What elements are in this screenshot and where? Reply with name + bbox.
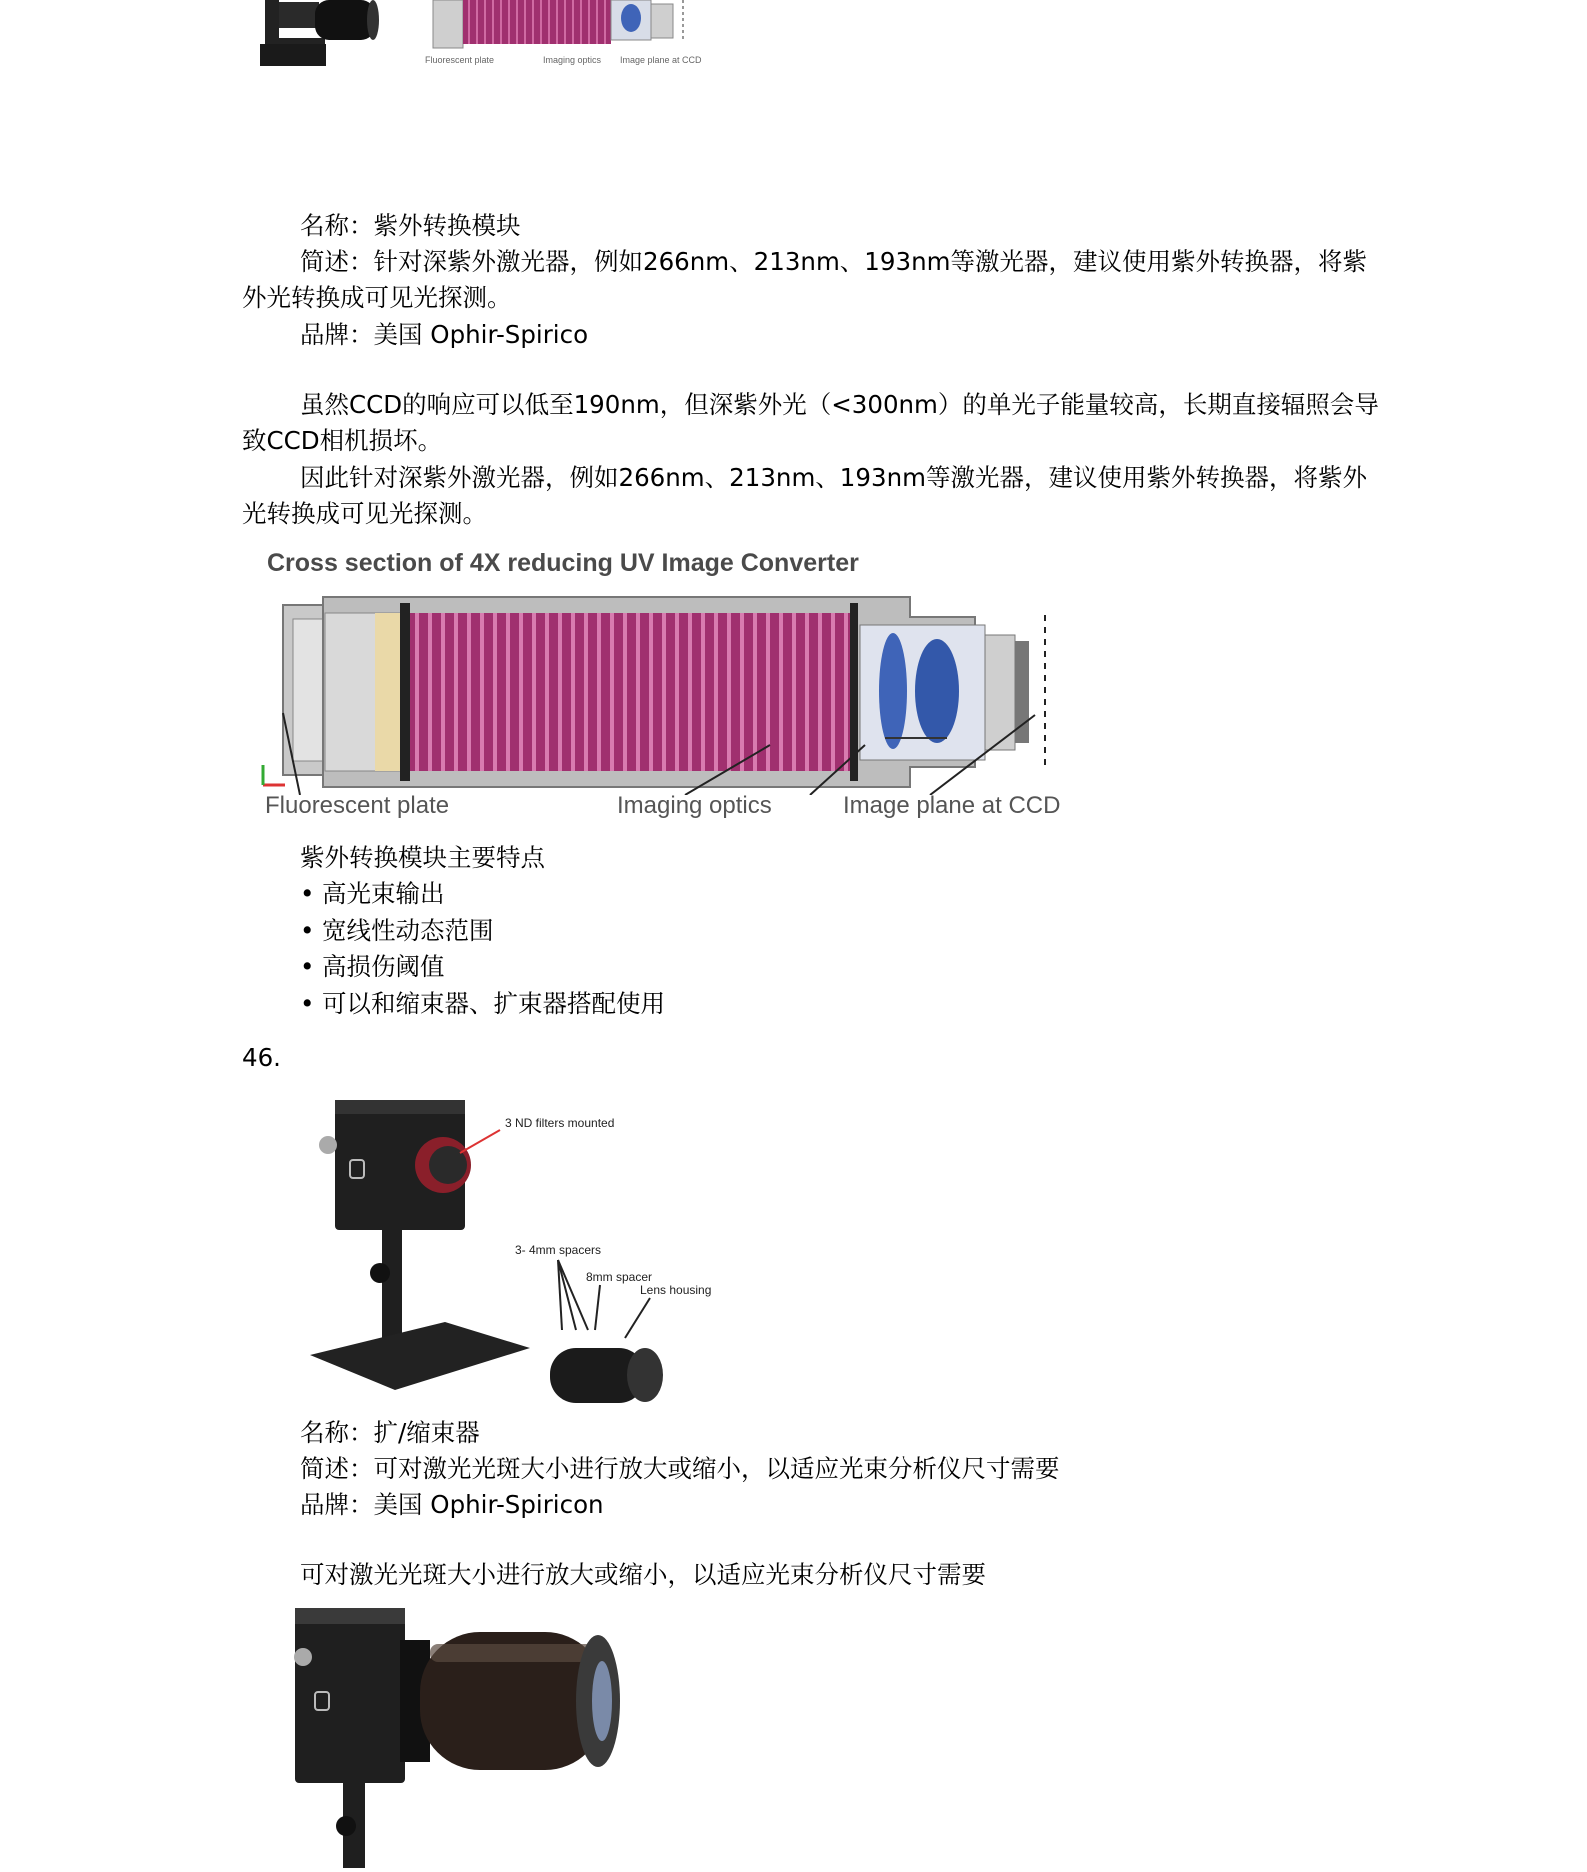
expander-name: 名称：扩/缩束器: [300, 1418, 480, 1447]
uv-converter-cross-section: [245, 545, 1075, 835]
label-imaging-optics-small: Imaging optics: [543, 55, 602, 65]
label-image-plane-ccd: Image plane at CCD: [843, 792, 1061, 819]
uv-module-name: 名称：紫外转换模块: [300, 211, 521, 240]
features-heading: 紫外转换模块主要特点: [300, 843, 545, 872]
feature-item: • 高光束输出: [300, 876, 665, 913]
lens-housing-annotation: Lens housing: [640, 1283, 712, 1297]
8mm-spacer-annotation: 8mm spacer: [586, 1270, 653, 1284]
feature-item: • 宽线性动态范围: [300, 913, 665, 950]
expander-description: 简述：可对激光光斑大小进行放大或缩小，以适应光束分析仪尺寸需要: [300, 1454, 1060, 1483]
feature-item: • 可以和缩束器、扩束器搭配使用: [300, 986, 665, 1023]
nd-filters-annotation: 3 ND filters mounted: [505, 1116, 615, 1130]
section-number: 46.: [242, 1043, 281, 1072]
expander-brand: 品牌：美国 Ophir-Spiricon: [300, 1490, 604, 1519]
label-imaging-optics: Imaging optics: [617, 792, 772, 819]
features-list: [300, 876, 665, 1022]
beam-profiler-photo: [255, 0, 425, 70]
feature-item: • 高损伤阈值: [300, 949, 665, 986]
uv-module-body-1: 虽然CCD的响应可以低至190nm，但深紫外光（<300nm）的单光子能量较高，长期直接辐照会导致CCD相机损坏。: [242, 390, 1379, 455]
beam-expander-kit-photo: [300, 1090, 730, 1410]
label-fluorescent-plate-small: Fluorescent plate: [425, 55, 495, 65]
label-image-plane-small: Image plane at CCD: [620, 55, 702, 65]
spacers-annotation: 3- 4mm spacers: [515, 1243, 602, 1257]
beam-expander-assembled-photo: [290, 1600, 620, 1868]
cross-section-title: Cross section of 4X reducing UV Image Converter: [267, 549, 859, 577]
uv-module-body-2: 因此针对深紫外激光器，例如266nm、213nm、193nm等激光器，建议使用紫外转换器，将紫外光转换成可见光探测。: [242, 463, 1367, 528]
expander-body: 可对激光光斑大小进行放大或缩小，以适应光束分析仪尺寸需要: [300, 1560, 986, 1589]
uv-module-brand: 品牌：美国 Ophir-Spirico: [300, 320, 589, 349]
uv-converter-small-diagram: [425, 0, 705, 72]
uv-module-description: 简述：针对深紫外激光器，例如266nm、213nm、193nm等激光器，建议使用紫外转换器，将紫外光转换成可见光探测。: [242, 247, 1367, 312]
label-fluorescent-plate: Fluorescent plate: [265, 792, 450, 819]
